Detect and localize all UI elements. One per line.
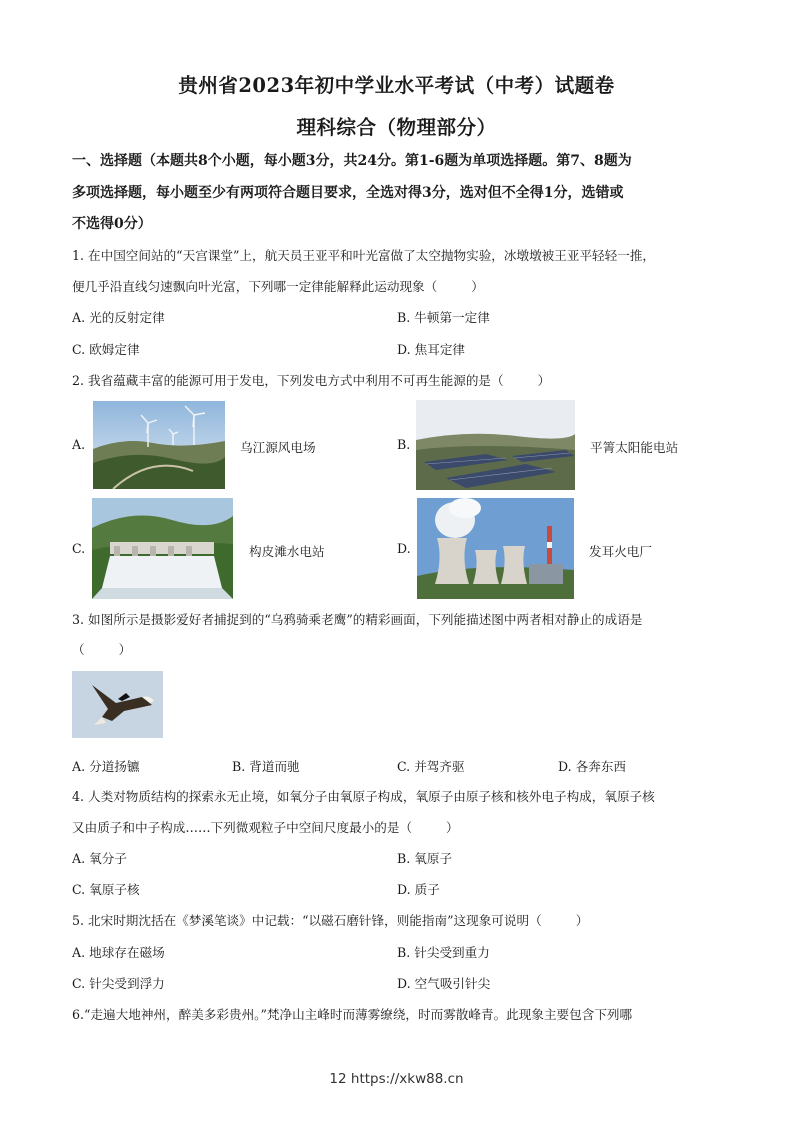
question-2-option-b-label: 平箐太阳能电站 bbox=[590, 440, 679, 455]
question-4-option-a[interactable]: A. 氧分子 bbox=[72, 851, 127, 866]
question-1-option-c[interactable]: C. 欧姆定律 bbox=[72, 342, 140, 357]
question-2-option-a-label: 乌江源风电场 bbox=[240, 440, 316, 455]
question-1-option-d[interactable]: D. 焦耳定律 bbox=[397, 342, 466, 357]
question-6-line-1: 6.“走遍大地神州，醉美多彩贵州。”梵净山主峰时而薄雾缭绕，时而雾散峰青。此现象主要包含下列哪 bbox=[72, 1007, 633, 1022]
question-3-option-c[interactable]: C. 并驾齐驱 bbox=[397, 759, 465, 774]
question-1-option-a[interactable]: A. 光的反射定律 bbox=[72, 310, 165, 325]
page-title: 贵州省2023年初中学业水平考试（中考）试题卷 bbox=[178, 74, 615, 97]
question-2-option-a-letter[interactable]: A. bbox=[72, 437, 86, 452]
crow-riding-eagle-photo bbox=[72, 671, 163, 738]
question-3-option-d[interactable]: D. 各奔东西 bbox=[558, 759, 627, 774]
question-5-line-1: 5. 北宋时期沈括在《梦溪笔谈》中记载：“以磁石磨针锋，则能指南”这现象可说明（ ） bbox=[72, 913, 589, 928]
question-2-option-c-label: 构皮滩水电站 bbox=[249, 544, 325, 559]
question-5-option-a[interactable]: A. 地球存在磁场 bbox=[72, 945, 165, 960]
question-2-option-d-letter[interactable]: D. bbox=[397, 541, 411, 556]
question-4-line-2: 又由质子和中子构成……下列微观粒子中空间尺度最小的是（ ） bbox=[72, 820, 459, 835]
question-3-line-1: 3. 如图所示是摄影爱好者捕捉到的“乌鸦骑乘老鹰”的精彩画面，下列能描述图中两者相对静止的成语是 bbox=[72, 612, 643, 627]
page-subtitle: 理科综合（物理部分） bbox=[296, 116, 497, 139]
question-2-option-d-label: 发耳火电厂 bbox=[589, 544, 652, 559]
question-2-option-b-letter[interactable]: B. bbox=[397, 437, 411, 452]
question-5-option-d[interactable]: D. 空气吸引针尖 bbox=[397, 976, 491, 991]
question-4-option-b[interactable]: B. 氧原子 bbox=[397, 851, 453, 866]
question-3-line-2: （ ） bbox=[72, 642, 132, 657]
question-2-line-1: 2. 我省蕴藏丰富的能源可用于发电，下列发电方式中利用不可再生能源的是（ ） bbox=[72, 373, 551, 388]
question-5-option-c[interactable]: C. 针尖受到浮力 bbox=[72, 976, 165, 991]
question-2-option-c-letter[interactable]: C. bbox=[72, 541, 86, 556]
question-4-option-d[interactable]: D. 质子 bbox=[397, 882, 440, 897]
section-heading-line-3: 不选得0分） bbox=[72, 216, 152, 232]
question-1-line-2: 便几乎沿直线匀速飘向叶光富，下列哪一定律能解释此运动现象（ ） bbox=[72, 279, 484, 294]
section-heading-line-2: 多项选择题，每小题至少有两项符合题目要求，全选对得3分，选对但不全得1分，选错或 bbox=[72, 185, 624, 201]
question-3-option-b[interactable]: B. 背道而驰 bbox=[232, 759, 300, 774]
question-1-line-1: 1. 在中国空间站的“天宫课堂”上，航天员王亚平和叶光富做了太空抛物实验，冰墩墩被王亚平轻轻一推， bbox=[72, 248, 656, 263]
solar-plant-photo[interactable] bbox=[416, 400, 575, 490]
hydro-station-photo[interactable] bbox=[92, 498, 233, 599]
thermal-plant-photo[interactable] bbox=[417, 498, 574, 599]
question-5-option-b[interactable]: B. 针尖受到重力 bbox=[397, 945, 490, 960]
wind-farm-photo[interactable] bbox=[93, 401, 225, 489]
section-heading-line-1: 一、选择题（本题共8个小题，每小题3分，共24分。第1-6题为单项选择题。第7、8题为 bbox=[72, 153, 632, 169]
question-4-line-1: 4. 人类对物质结构的探索永无止境，如氧分子由氧原子构成，氧原子由原子核和核外电子构成，氧原子核 bbox=[72, 789, 655, 804]
question-1-option-b[interactable]: B. 牛顿第一定律 bbox=[397, 310, 490, 325]
page-footer[interactable]: 12 https://xkw88.cn bbox=[329, 1071, 464, 1087]
question-4-option-c[interactable]: C. 氧原子核 bbox=[72, 882, 140, 897]
question-3-option-a[interactable]: A. 分道扬镳 bbox=[72, 759, 140, 774]
